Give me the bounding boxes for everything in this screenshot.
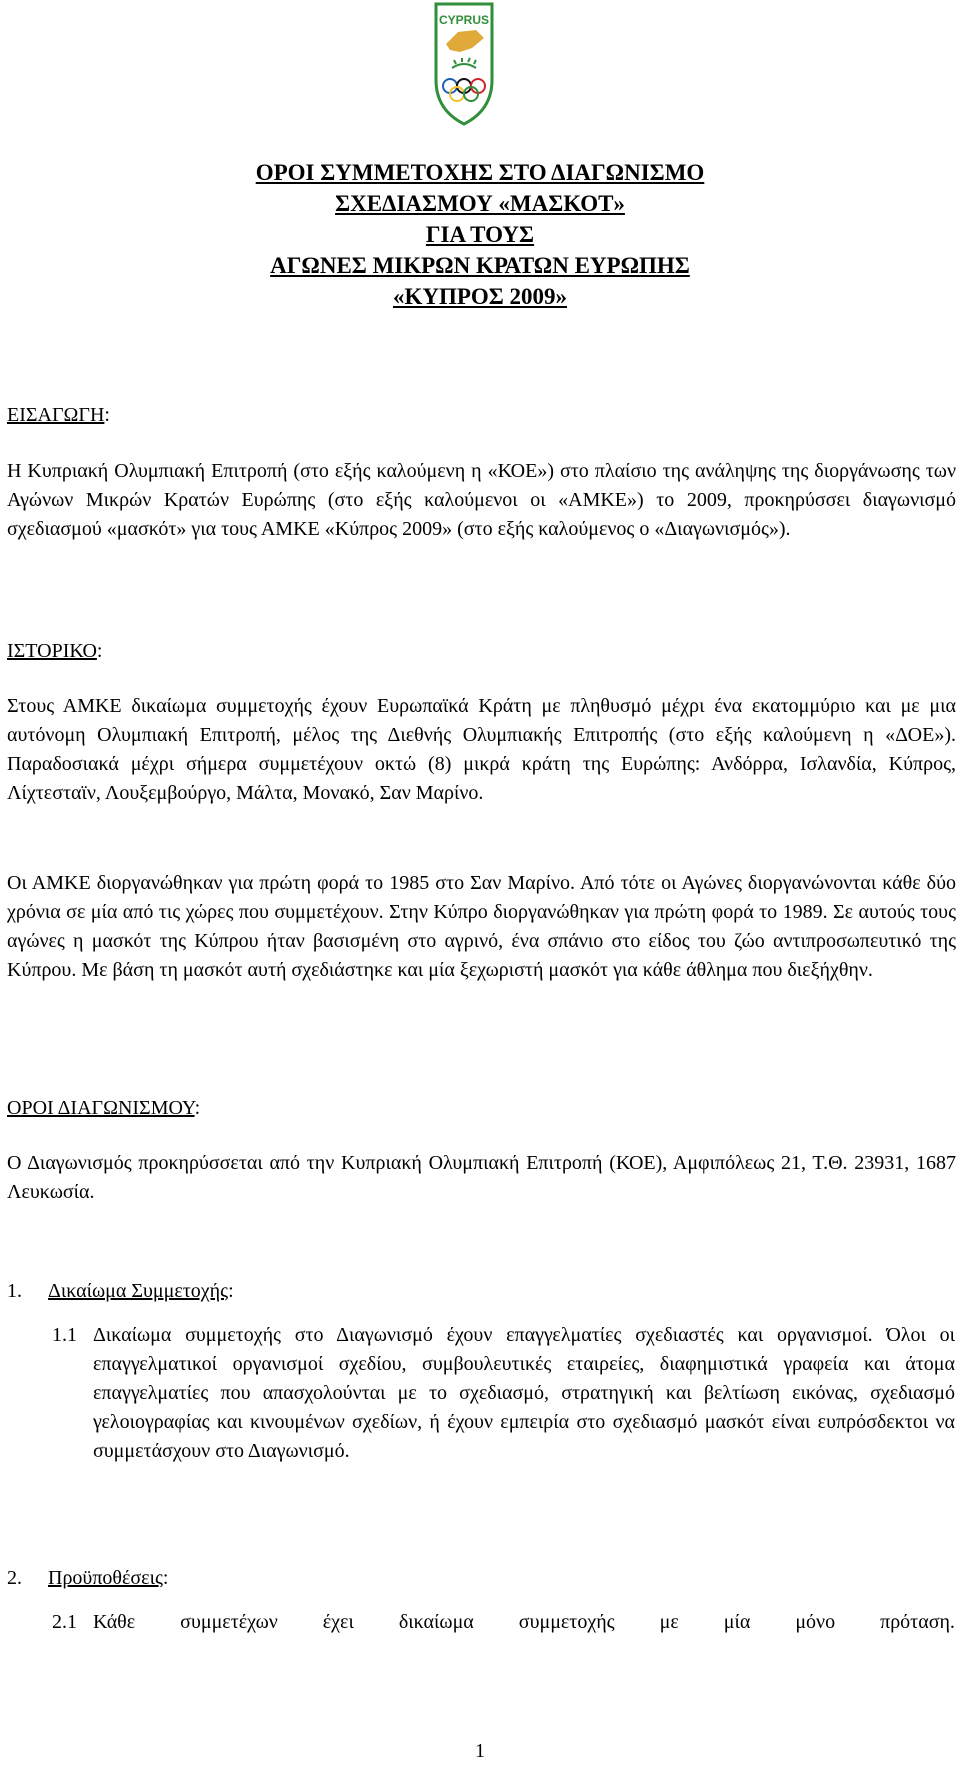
section-number: 2. <box>7 1567 22 1589</box>
page-number: 1 <box>475 1740 485 1762</box>
heading-colon: : <box>194 1097 201 1119</box>
clause-word: συμμετέχων <box>180 1611 278 1633</box>
history-paragraph-2: Οι ΑΜΚΕ διοργανώθηκαν για πρώτη φορά το 1985 στο Σαν Μαρίνο. Από τότε οι Αγώνες διοργανώνονται κάθε δύο χρόνια σε μία από τις χώρες που συμμετέχουν. Στην Κύπρο διοργανώθηκαν για πρώτη φορά το 1989. Σε αυτούς τους αγώνες η μασκότ της Κύπρου ήταν βασισμένη στο αγρινό, ένα σπάνιο στο είδος του ζώο αντιπροσωπευτικό της Κύπρου. Με βάση τη μασκότ αυτή σχεδιάστηκε και μία ξεχωριστή μασκότ για κάθε άθλημα που διεξήχθην. <box>7 872 956 981</box>
heading-colon: : <box>162 1567 169 1589</box>
heading-colon: : <box>104 404 110 426</box>
intro-heading <box>7 404 110 426</box>
history-paragraph-1: Στους ΑΜΚΕ δικαίωμα συμμετοχής έχουν Ευρωπαϊκά Κράτη με πληθυσμό μέχρι ένα εκατομμύριο και με μια αυτόνομη Ολυμπιακή Επιτροπή, μέλος της Διεθνής Ολυμπιακής Επιτροπής (στο εξής καλούμενη η «ΔΟΕ»). Παραδοσιακά μέχρι σήμερα συμμετέχουν οκτώ (8) μικρά κράτη της Ευρώπης: Ανδόρρα, Ισλανδία, Κύπρος, Λίχτεσταϊν, Λουξεμβούργο, Μάλτα, Μονακό, Σαν Μαρίνο. <box>7 695 956 804</box>
clause-word: πρόταση. <box>880 1611 955 1633</box>
section-2-heading <box>7 1567 168 1589</box>
terms-heading-text: ΟΡΟΙ ΔΙΑΓΩΝΙΣΜΟΥ <box>7 1097 195 1119</box>
clause-number: 2.1 <box>52 1611 77 1633</box>
history-heading <box>7 640 102 662</box>
clause-word: δικαίωμα <box>398 1611 474 1633</box>
clause-word: μία <box>723 1611 751 1633</box>
section-title: Προϋποθέσεις <box>48 1567 163 1589</box>
clause-word: μόνο <box>795 1611 836 1633</box>
history-heading-text: ΙΣΤΟΡΙΚΟ <box>7 640 97 662</box>
clause-word: με <box>659 1611 679 1633</box>
clause-word: Κάθε <box>93 1611 136 1633</box>
document-title <box>0 157 960 312</box>
title-line: ΓΙΑ ΤΟΥΣ <box>425 222 535 247</box>
clause-2-1 <box>52 1608 955 1637</box>
section-number: 1. <box>7 1280 22 1302</box>
terms-heading <box>7 1097 200 1119</box>
section-title: Δικαίωμα Συμμετοχής <box>48 1280 229 1302</box>
clause-word: έχει <box>322 1611 354 1633</box>
terms-paragraph: Ο Διαγωνισμός προκηρύσσεται από την Κυπριακή Ολυμπιακή Επιτροπή (ΚΟΕ), Αμφιπόλεως 21, Τ.Θ. 23931, 1687 Λευκωσία. <box>7 1152 956 1203</box>
heading-colon: : <box>228 1280 234 1302</box>
clause-number: 1.1 <box>52 1324 77 1346</box>
title-line: ΣΧΕΔΙΑΣΜΟΥ «ΜΑΣΚΟΤ» <box>335 191 625 216</box>
title-line: ΟΡΟΙ ΣΥΜΜΕΤΟΧΗΣ ΣΤΟ ΔΙΑΓΩΝΙΣΜΟ <box>255 160 705 185</box>
section-1-heading <box>7 1280 234 1302</box>
title-line: «ΚΥΠΡΟΣ 2009» <box>392 284 568 309</box>
clause-1-1 <box>52 1321 955 1466</box>
logo-wordmark: CYPRUS <box>438 13 490 27</box>
clause-word: συμμετοχής <box>518 1611 615 1633</box>
clause-text: Δικαίωμα συμμετοχής στο Διαγωνισμό έχουν επαγγελματίες σχεδιαστές και οργανισμοί. Όλοι οι επαγγελματικοί οργανισμοί σχεδίου, συμβουλευτικές εταιρείες, διαφημιστικά γραφεία και άτομα επαγγελματίες που απασχολούνται με το σχεδιασμό, στρατηγική και βελτίωση εικόνας, σχεδιασμό γελοιογραφίας και κινουμένων σχεδίων, ή έχουν εμπειρία στο σχεδιασμό μασκότ είναι ευπρόσδεκτοι να συμμετάσχουν στο Διαγωνισμό. <box>93 1324 955 1462</box>
cyprus-olympic-logo <box>432 2 496 126</box>
clause-text <box>93 1608 955 1637</box>
heading-colon: : <box>96 640 103 662</box>
intro-heading-text: ΕΙΣΑΓΩΓΗ <box>7 404 105 426</box>
title-line: ΑΓΩΝΕΣ ΜΙΚΡΩΝ ΚΡΑΤΩΝ ΕΥΡΩΠΗΣ <box>270 253 690 278</box>
intro-paragraph: Η Κυπριακή Ολυμπιακή Επιτροπή (στο εξής καλούμενη η «ΚΟΕ») στο πλαίσιο της ανάληψης της διοργάνωσης των Αγώνων Μικρών Κρατών Ευρώπης (στο εξής καλούμενοι οι «ΑΜΚΕ») το 2009, προκηρύσσει διαγωνισμό σχεδιασμού «μασκότ» για τους ΑΜΚΕ «Κύπρος 2009» (στο εξής καλούμενος ο «Διαγωνισμός»). <box>7 460 956 540</box>
